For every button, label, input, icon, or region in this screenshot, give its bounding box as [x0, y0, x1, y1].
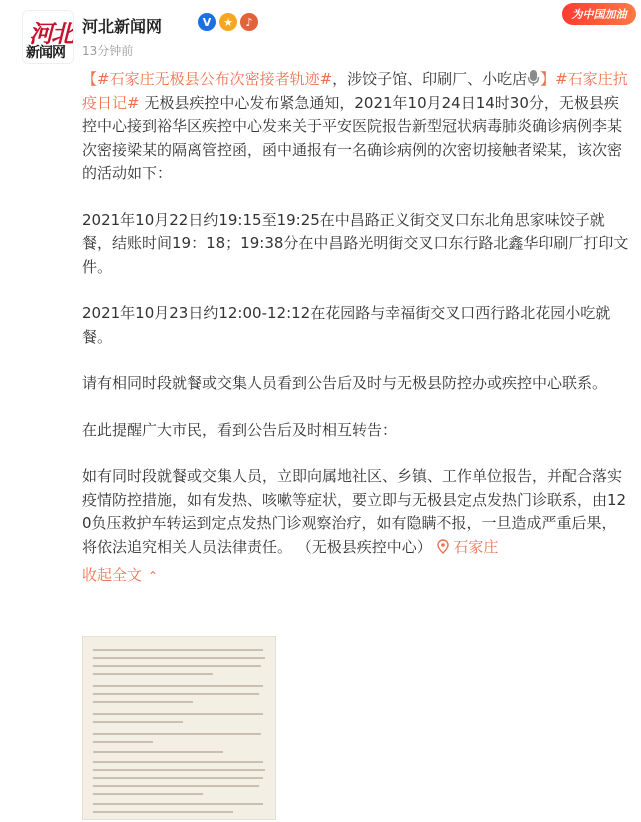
post-image-thumbnail[interactable] — [82, 636, 276, 820]
location-pin-icon — [437, 539, 449, 554]
guitar-icon[interactable]: ♪ — [240, 13, 258, 31]
chevron-up-icon: ⌃ — [148, 569, 159, 583]
post-intro-text: 无极县疾控中心发布紧急通知，2021年10月24日14时30分，无极县疾控中心接到裕华区疾控中心发来关于平安医院报告新型冠状病毒肺炎确诊病例李某次密接梁某的隔离管控函，函中通报有一名确诊病例的次密切接触者梁某，该次密的活动如下： — [82, 93, 623, 182]
post-paragraph-2: 2021年10月23日约12:00-12:12在花园路与幸福街交叉口西行路北花园小吃就餐。 — [82, 304, 611, 346]
post-header — [0, 0, 641, 70]
post-time[interactable]: 13分钟前 — [82, 44, 134, 58]
avatar-logo-top: 河北 — [29, 19, 73, 48]
post-body — [82, 68, 630, 589]
medal-icon[interactable]: ★ — [219, 13, 237, 31]
post-paragraph-4: 在此提醒广大市民，看到公告后及时相互转告： — [82, 420, 398, 439]
collapse-button[interactable] — [82, 564, 630, 589]
post-source: （无极县疾控中心） — [296, 537, 432, 556]
username[interactable]: 河北新闻网 — [82, 17, 163, 36]
user-badges — [198, 13, 258, 31]
microphone-icon — [527, 69, 540, 87]
post-paragraph-1: 2021年10月22日约19:15至19:25在中昌路正义街交叉口东北角思家味饺子就餐，结账时间19：18；19:38分在中昌路光明街交叉口东行路北鑫华印刷厂打印文件。 — [82, 210, 629, 276]
hashtag-sjz-diary[interactable]: #石家庄抗疫日记# — [82, 70, 628, 112]
location-link[interactable] — [437, 538, 499, 556]
collapse-label: 收起全文 — [82, 566, 143, 584]
post-paragraph-5 — [82, 465, 630, 559]
avatar[interactable] — [22, 10, 74, 64]
verified-icon[interactable]: V — [198, 13, 216, 31]
post-title-text: ，涉饺子馆、印刷厂、小吃店 — [332, 70, 528, 88]
post-paragraph-3: 请有相同时段就餐或交集人员看到公告后及时与无极县防控办或疾控中心联系。 — [82, 374, 608, 392]
location-label: 石家庄 — [453, 537, 499, 556]
hashtag-wuji-trajectory[interactable]: 【#石家庄无极县公布次密接者轨迹# — [82, 70, 333, 88]
post-paragraph-intro — [82, 68, 630, 186]
post-paragraph-5-text: 如有同时段就餐或交集人员，立即向属地社区、乡镇、工作单位报告，并配合落实疫情防控措施，如有发热、咳嗽等症状，要立即与无极县定点发热门诊联系，由120负压救护车转运到定点发热门诊观察治疗，如有隐瞒不报，一旦造成严重后果，将依法追究相关人员法律责任。 — [82, 467, 627, 556]
promo-banner[interactable]: 为中国加油 — [562, 3, 636, 25]
hashtag-close-bracket: 】 — [540, 70, 556, 88]
avatar-logo-bottom: 新闻网 — [26, 45, 65, 61]
